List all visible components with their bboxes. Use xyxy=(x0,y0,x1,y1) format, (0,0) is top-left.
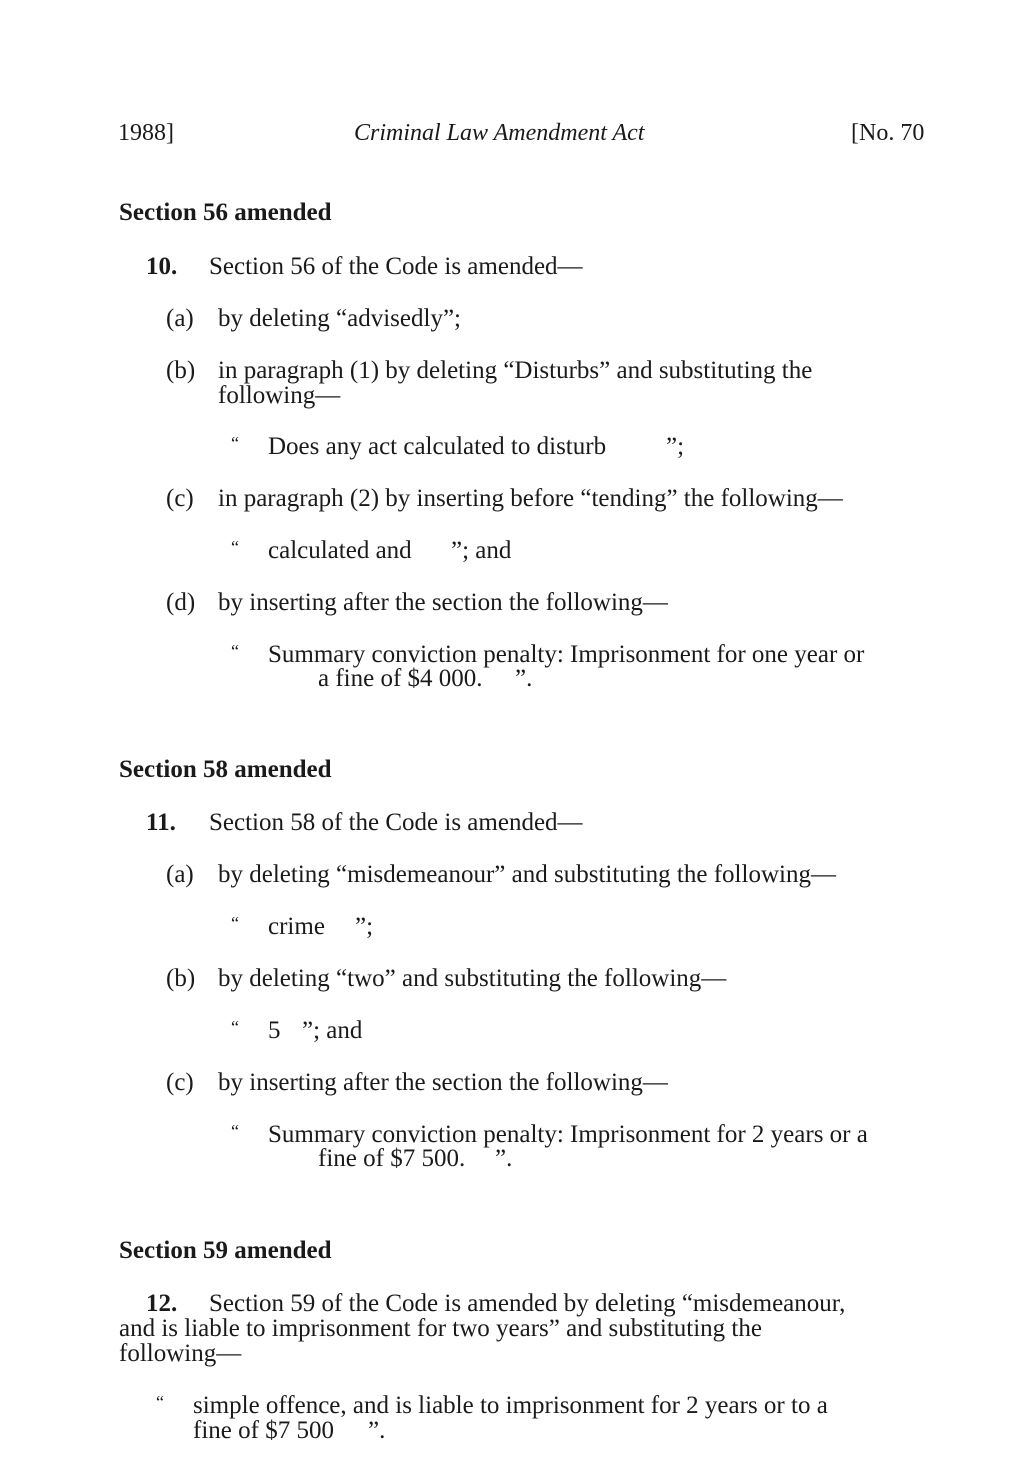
quoted-text: calculated and xyxy=(268,537,412,564)
close-quote: ”. xyxy=(515,665,533,692)
paragraph-text: by inserting after the section the following— xyxy=(218,589,668,616)
quoted-text: fine of $7 500. xyxy=(318,1145,466,1172)
paragraph-text: in paragraph (2) by inserting before “tending” the following— xyxy=(218,485,843,512)
paragraph-label: (b) xyxy=(166,965,196,992)
quoted-text: Summary conviction penalty: Imprisonment for one year or xyxy=(268,641,865,668)
close-quote: ”; and xyxy=(302,1017,363,1044)
section-text: following— xyxy=(119,1340,242,1367)
section-heading: Section 58 amended xyxy=(119,756,332,783)
close-quote: ”; xyxy=(355,913,374,940)
close-quote: ”. xyxy=(368,1417,386,1444)
quoted-text: Does any act calculated to disturb xyxy=(268,433,607,460)
quoted-text: fine of $7 500 xyxy=(193,1417,334,1444)
paragraph-text: following— xyxy=(218,382,341,409)
section-text: Section 59 of the Code is amended by deleting “misdemeanour, xyxy=(209,1290,846,1317)
open-quote: “ xyxy=(156,1392,164,1412)
paragraph-text: by deleting “misdemeanour” and substituting the following— xyxy=(218,861,836,888)
close-quote: ”; and xyxy=(451,537,512,564)
open-quote: “ xyxy=(231,537,239,557)
section-number: 12. xyxy=(146,1290,178,1317)
open-quote: “ xyxy=(231,1121,239,1141)
paragraph-label: (d) xyxy=(166,589,196,616)
header-title: Criminal Law Amendment Act xyxy=(354,120,645,146)
paragraph-text: by deleting “two” and substituting the following— xyxy=(218,965,727,992)
close-quote: ”. xyxy=(495,1145,513,1172)
open-quote: “ xyxy=(231,641,239,661)
header-year: 1988] xyxy=(118,120,174,146)
open-quote: “ xyxy=(231,433,239,453)
close-quote: ”; xyxy=(666,433,685,460)
quoted-text: crime xyxy=(268,913,325,940)
paragraph-label: (b) xyxy=(166,357,196,384)
section-intro: Section 58 of the Code is amended— xyxy=(209,809,583,836)
quoted-text: a fine of $4 000. xyxy=(318,665,483,692)
paragraph-label: (c) xyxy=(166,1069,194,1096)
section-intro: Section 56 of the Code is amended— xyxy=(209,253,583,280)
quoted-text: 5 xyxy=(268,1017,281,1044)
paragraph-text: by deleting “advisedly”; xyxy=(218,305,461,332)
header-number: [No. 70 xyxy=(851,120,925,146)
section-number: 10. xyxy=(146,253,178,280)
section-heading: Section 56 amended xyxy=(119,199,332,226)
quoted-text: Summary conviction penalty: Imprisonment for 2 years or a xyxy=(268,1121,868,1148)
paragraph-label: (c) xyxy=(166,485,194,512)
paragraph-label: (a) xyxy=(166,861,194,888)
paragraph-text: in paragraph (1) by deleting “Disturbs” and substituting the xyxy=(218,357,813,384)
paragraph-text: by inserting after the section the following— xyxy=(218,1069,668,1096)
paragraph-label: (a) xyxy=(166,305,194,332)
section-number: 11. xyxy=(146,809,176,836)
open-quote: “ xyxy=(231,1017,239,1037)
open-quote: “ xyxy=(231,913,239,933)
section-text: and is liable to imprisonment for two years” and substituting the xyxy=(119,1315,762,1342)
section-heading: Section 59 amended xyxy=(119,1237,332,1264)
quoted-text: simple offence, and is liable to imprisonment for 2 years or to a xyxy=(193,1392,828,1419)
